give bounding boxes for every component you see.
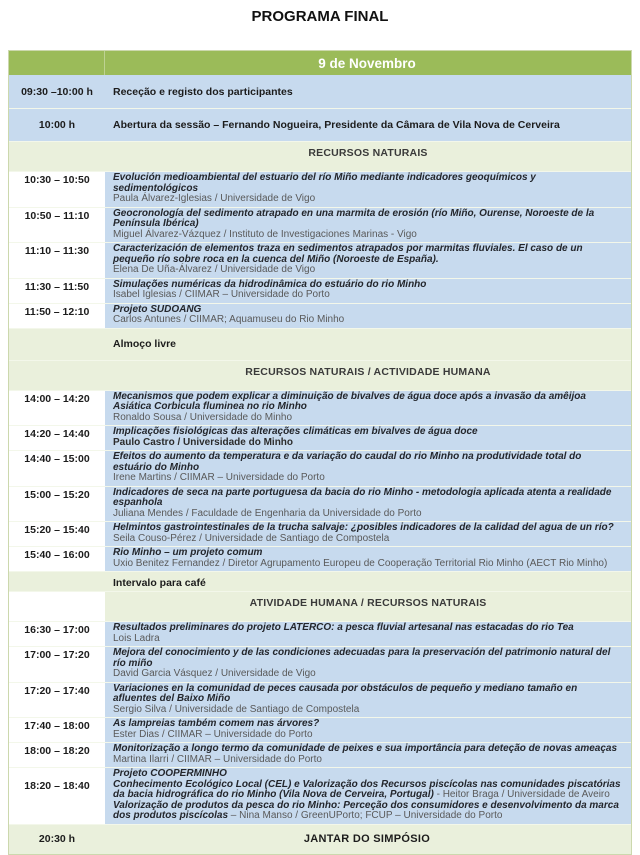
talk-title: Rio Minho – um projeto comum — [113, 547, 263, 558]
talk-speaker: Uxio Benitez Fernandez / Diretor Agrupamento Europeu de Cooperação Territorial Rio Minho (AECT Rio Minho) — [113, 557, 608, 569]
row-text: Abertura da sessão – Fernando Nogueira, Presidente da Câmara de Vila Nova de Cerveira — [113, 119, 560, 131]
talk-speaker: - Heitor Braga / Universidade de Aveiro — [433, 789, 610, 800]
multi-row — [9, 767, 631, 824]
time-cell: 17:00 – 17:20 — [9, 647, 105, 682]
time-cell — [9, 592, 105, 621]
row-text: RECURSOS NATURAIS / ACTIVIDADE HUMANA — [245, 365, 491, 378]
talk-speaker: – Nina Manso / GreenUPorto; FCUP – Universidade do Porto — [228, 810, 503, 821]
talk-title: Geocronología del sedimento atrapado en una marmita de erosión (río Miño, Ourense, Noroeste de la Península Ibérica) — [113, 207, 595, 229]
time-cell: 10:50 – 11:10 — [9, 208, 105, 243]
talk-row — [9, 171, 631, 207]
talk-row — [9, 425, 631, 450]
section-row — [9, 141, 631, 171]
talk-title: Indicadores de seca na parte portuguesa da bacia do rio Minho - metodologia aplicada atenta a realidade espanhola — [113, 486, 612, 508]
time-cell: 17:40 – 18:00 — [9, 718, 105, 742]
break-row — [9, 571, 631, 591]
row-text: JANTAR DO SIMPÓSIO — [303, 833, 431, 845]
time-cell: 11:50 – 12:10 — [9, 304, 105, 328]
time-cell: 17:20 – 17:40 — [9, 683, 105, 718]
talk-title: Projeto SUDOANG — [113, 303, 202, 315]
time-cell: 16:30 – 17:00 — [9, 622, 105, 646]
talk-title: Simulações numéricas da hidrodinâmica do estuário do rio Minho — [113, 278, 427, 290]
row-text: ATIVIDADE HUMANA / RECURSOS NATURAIS — [249, 597, 487, 609]
time-cell: 20:30 h — [38, 833, 76, 845]
talk-speaker: David Garcia Vásquez / Universidade de Vigo — [113, 668, 316, 679]
time-cell: 14:20 – 14:40 — [9, 426, 105, 450]
simple-row — [9, 75, 631, 108]
talk-row — [9, 207, 631, 243]
talk-title: Projeto COOPERMINHO — [113, 768, 227, 779]
section-row — [9, 591, 631, 621]
time-cell — [9, 361, 105, 390]
content-cell — [105, 243, 631, 278]
talk-row — [9, 303, 631, 328]
talk-speaker: Ester Dias / CIIMAR – Universidade do Porto — [113, 728, 313, 740]
content-cell — [105, 172, 631, 207]
talk-title: Caracterización de elementos traza en sedimentos atrapados por marmitas fluviales. El caso de un pequeño río sobre roca en la cuenca del Miño (Noroeste de España). — [113, 243, 583, 265]
content-cell — [105, 622, 631, 646]
content-cell — [105, 361, 631, 390]
talk-row — [9, 742, 631, 767]
content-cell — [105, 451, 631, 486]
schedule-rows — [9, 75, 631, 854]
content-cell — [105, 547, 631, 571]
day-header-time-cell — [9, 51, 105, 75]
talk-row — [9, 646, 631, 682]
time-cell: 09:30 –10:00 h — [21, 85, 93, 98]
content-cell — [105, 718, 631, 742]
content-cell — [105, 487, 631, 522]
time-cell: 10:30 – 10:50 — [9, 172, 105, 207]
content-cell — [105, 647, 631, 682]
talk-row — [9, 450, 631, 486]
day-header — [9, 51, 631, 75]
talk-title: Resultados preliminares do projeto LATERCO: a pesca fluvial artesanal nas estacadas do rio Tea — [113, 622, 574, 633]
talk-speaker: Irene Martins / CIIMAR – Universidade do Porto — [113, 472, 325, 483]
content-cell — [105, 279, 631, 303]
time-cell: 15:20 – 15:40 — [9, 522, 105, 546]
talk-title: Conhecimento Ecológico Local (CEL) e Valorização dos Recursos piscícolas nas comunidades piscatórias da bacia hidrográfica do rio Minho (Vila Nova de Cerveira, Portugal) - Heitor Braga / Universidade de Aveiro — [113, 778, 621, 800]
section-row — [9, 360, 631, 390]
content-cell — [105, 522, 631, 546]
content-cell — [105, 329, 631, 360]
talk-title: Variaciones en la comunidad de peces causada por obstáculos de pequeño y mediano tamaño en afluentes del Baixo Miño — [113, 682, 578, 704]
time-cell — [9, 329, 105, 360]
talk-row — [9, 621, 631, 646]
time-cell: 14:40 – 15:00 — [9, 451, 105, 486]
talk-title: Evolución medioambiental del estuario del río Miño mediante indicadores geoquímicos y sedimentológicos — [113, 172, 536, 194]
talk-title: Monitorização a longo termo da comunidade de peixes e sua importância para deteção de novas ameaças — [113, 743, 618, 754]
time-cell: 15:00 – 15:20 — [9, 487, 105, 522]
time-cell: 15:40 – 16:00 — [9, 547, 105, 571]
time-cell: 14:00 – 14:20 — [9, 391, 105, 426]
talk-row — [9, 390, 631, 426]
talk-speaker: Carlos Antunes / CIIMAR; Aquamuseu do Rio Minho — [113, 314, 345, 325]
content-cell — [105, 743, 631, 767]
talk-row — [9, 717, 631, 742]
row-text: Receção e registo dos participantes — [113, 85, 293, 98]
time-cell: 10:00 h — [38, 119, 76, 131]
talk-speaker: Martina Ilarri / CIIMAR – Universidade do Porto — [113, 753, 322, 765]
schedule-table — [8, 50, 632, 855]
row-text: RECURSOS NATURAIS — [308, 147, 428, 159]
page-title: PROGRAMA FINAL — [251, 8, 389, 25]
talk-title: Valorização de produtos da pesca do rio Minho: Perceção dos consumidores e desenvolvimento da marca dos produtos piscícolas – Nina Manso / GreenUPorto; FCUP – Universidade do Porto — [113, 799, 619, 821]
talk-row — [9, 521, 631, 546]
talk-speaker: Lois Ladra — [113, 632, 160, 644]
talk-speaker: Paula Álvarez-Iglesias / Universidade de Vigo — [113, 193, 316, 204]
simple-row — [9, 108, 631, 141]
talk-row — [9, 278, 631, 303]
talk-title: Implicações fisiológicas das alterações climáticas em bivalves de água doce — [113, 426, 478, 437]
content-cell — [105, 109, 631, 141]
content-cell — [105, 592, 631, 621]
talk-speaker: Elena De Uña-Álvarez / Universidade de Vigo — [113, 264, 316, 275]
time-cell — [9, 572, 105, 591]
day-header-label: 9 de Novembro — [318, 55, 416, 71]
time-cell — [9, 142, 105, 171]
row-text: Intervalo para café — [113, 577, 206, 589]
dinner-row — [9, 824, 631, 854]
content-cell — [105, 683, 631, 718]
time-cell: 11:10 – 11:30 — [9, 243, 105, 278]
content-cell — [105, 825, 631, 854]
content-cell — [105, 208, 631, 243]
talk-speaker: Juliana Mendes / Faculdade de Engenharia da Universidade do Porto — [113, 507, 422, 519]
talk-speaker: Miguel Álvarez-Vázquez / Instituto de Investigaciones Marinas - Vigo — [113, 228, 417, 240]
talk-row — [9, 242, 631, 278]
talk-row — [9, 682, 631, 718]
content-cell — [105, 75, 631, 108]
content-cell — [105, 426, 631, 450]
row-text: Almoço livre — [113, 338, 177, 350]
content-cell — [105, 572, 631, 591]
talk-title: Mecanismos que podem explicar a diminuição de bivalves de água doce após a invasão da amêijoa Asiática Corbicula fluminea no rio Minho — [113, 390, 586, 412]
talk-row — [9, 546, 631, 571]
content-cell — [105, 142, 631, 171]
time-cell: 18:20 – 18:40 — [9, 768, 105, 824]
content-cell — [105, 304, 631, 328]
talk-speaker: Seila Couso-Pérez / Universidade de Santiago de Compostela — [113, 532, 390, 544]
talk-speaker: Ronaldo Sousa / Universidade do Minho — [113, 411, 292, 423]
talk-row — [9, 486, 631, 522]
content-cell — [105, 391, 631, 426]
talk-title: Efeitos do aumento da temperatura e da variação do caudal do rio Minho na produtividade total do estuário do Minho — [113, 451, 582, 473]
time-cell: 18:00 – 18:20 — [9, 743, 105, 767]
talk-speaker: Paulo Castro / Universidade do Minho — [113, 436, 294, 448]
talk-title: Helmintos gastrointestinales de la trucha salvaje: ¿posibles indicadores de la calidad del agua de un río? — [113, 522, 614, 533]
talk-title: As lampreias também comem nas árvores? — [113, 718, 320, 729]
content-cell — [105, 768, 631, 824]
talk-speaker: Isabel Iglesias / CIIMAR – Universidade do Porto — [113, 289, 330, 300]
time-cell: 11:30 – 11:50 — [9, 279, 105, 303]
break-row — [9, 328, 631, 360]
talk-title: Mejora del conocimiento y de las condiciones adecuadas para la preservación del patrimonio natural del río miño — [113, 647, 611, 669]
talk-speaker: Sergio Silva / Universidade de Santiago de Compostela — [113, 703, 360, 715]
